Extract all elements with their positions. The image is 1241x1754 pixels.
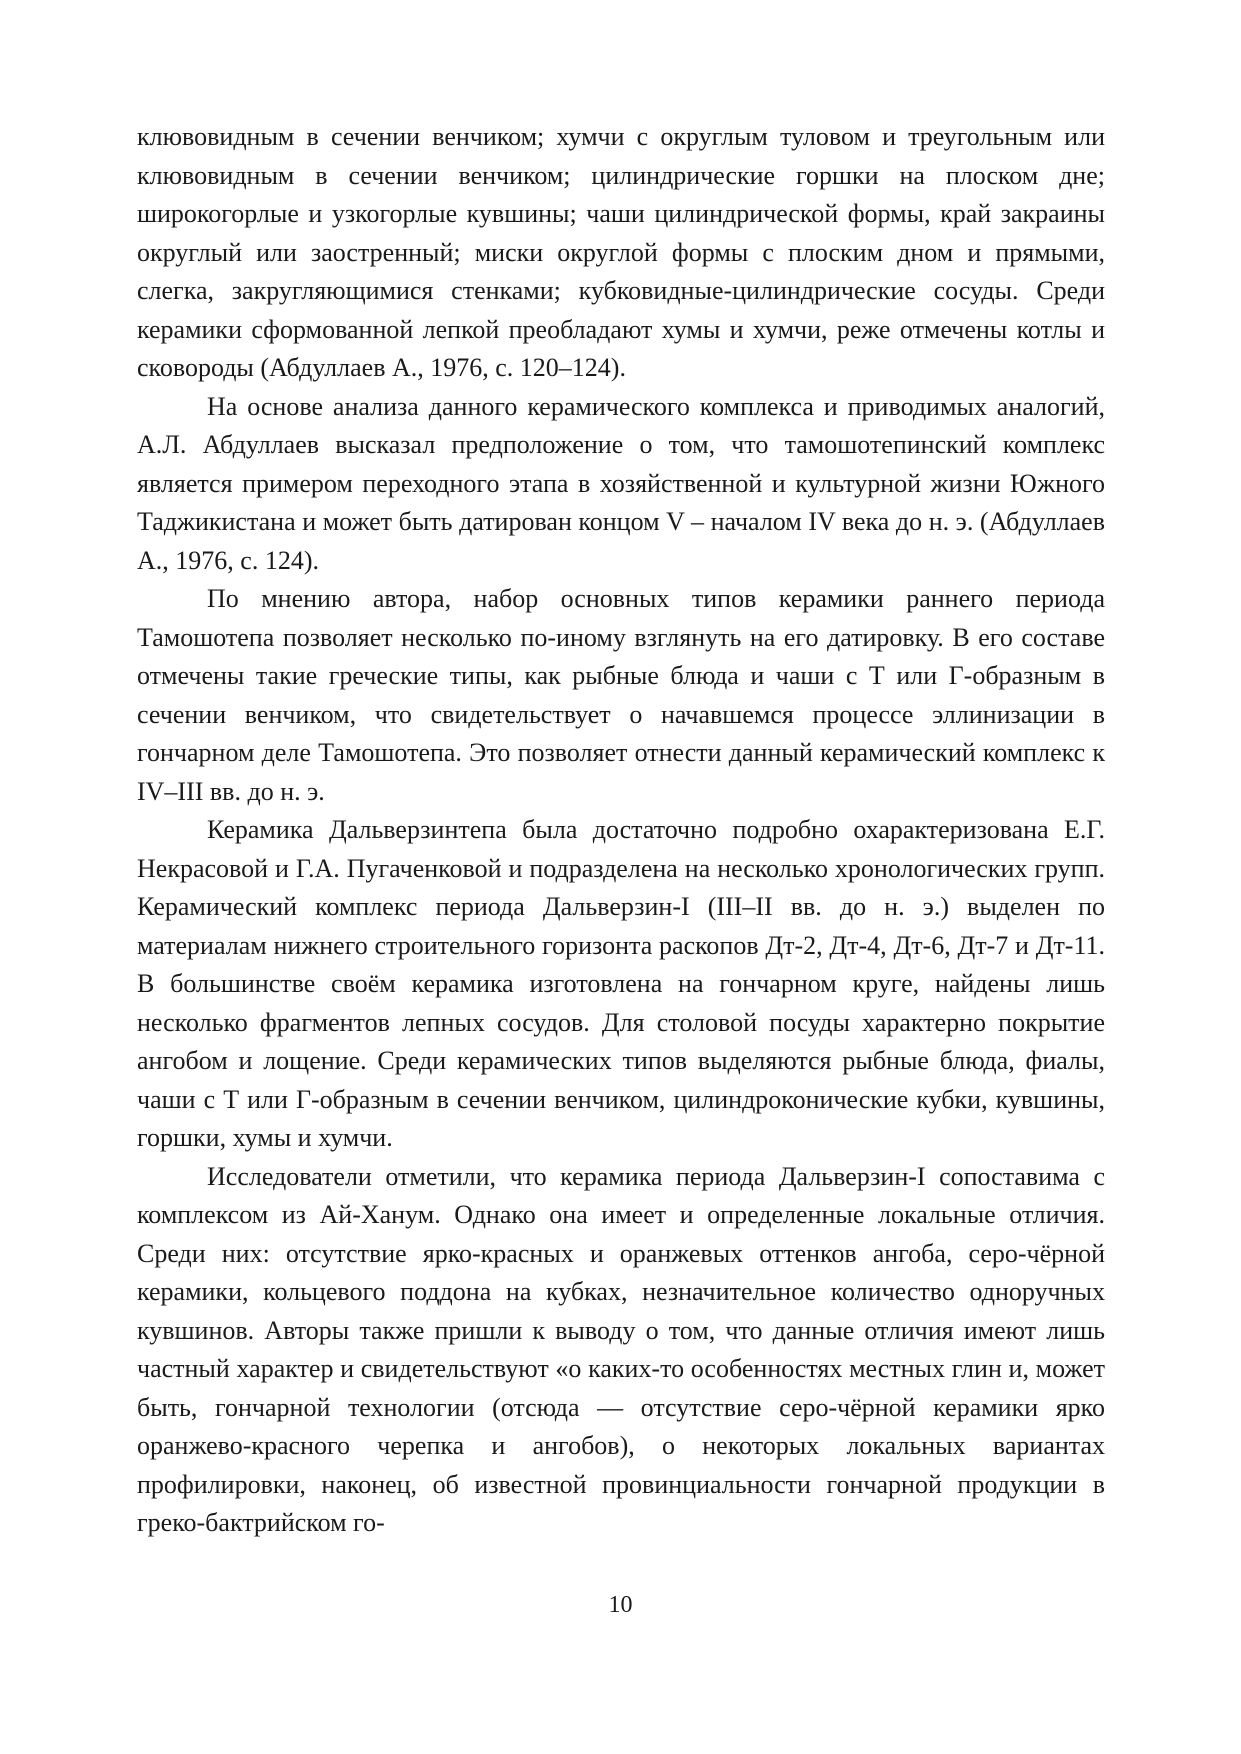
paragraph-dalverzintepa-ceramics: Керамика Дальверзинтепа была достаточно подробно охарактеризована Е.Г. Некрасовой и Г.А. Пугаченковой и подразделена на несколько хронологических групп. Керамический комплекс периода Дальверзин-I (III–II вв. до н. э.) выделен по материалам нижнего строительного горизонта раскопов Дт-2, Дт-4, Дт-6, Дт-7 и Дт-11. В большинстве своём керамика изготовлена на гончарном круге, найдены лишь несколько фрагментов лепных сосудов. Для столовой посуды характерно покрытие ангобом и лощение. Среди керамических типов выделяются рыбные блюда, фиалы, чаши с Т или Г-образным в сечении венчиком, цилиндроконические кубки, кувшины, горшки, хумы и хумчи. (137, 815, 1105, 1152)
page-number: 10 (608, 1592, 633, 1618)
paragraph-abdullaev-dating: На основе анализа данного керамического комплекса и приводимых аналогий, А.Л. Абдуллаев высказал предположение о том, что тамошотепинский комплекс является примером переходного этапа в хозяйственной и культурной жизни Южного Таджикистана и может быть датирован концом V – началом IV века до н. э. (Абдуллаев А., 1976, с. 124). (137, 391, 1105, 575)
paragraph-continuation: клювовидным в сечении венчиком; хумчи с округлым туловом и треугольным или клювовидным в сечении венчиком; цилиндрические горшки на плоском дне; широкогорлые и узкогорлые кувшины; чаши цилиндрической формы, край закраины округлый или заостренный; миски округлой формы с плоским дном и прямыми, слегка, закругляющимися стенками; кубковидные-цилиндрические сосуды. Среди керамики сформованной лепкой преобладают хумы и хумчи, реже отмечены котлы и сковороды (Абдуллаев А., 1976, с. 120–124). (137, 122, 1105, 382)
paragraph-author-opinion: По мнению автора, набор основных типов керамики раннего периода Тамошотепа позволяет несколько по-иному взглянуть на его датировку. В его составе отмечены такие греческие типы, как рыбные блюда и чаши с Т или Г-образным в сечении венчиком, что свидетельствует о начавшемся процессе эллинизации в гончарном деле Тамошотепа. Это позволяет отнести данный керамический комплекс к IV–III вв. до н. э. (137, 584, 1105, 806)
paragraph-researchers-notes: Исследователи отметили, что керамика периода Дальверзин-I сопоставима с комплексом из Ай-Ханум. Однако она имеет и определенные локальные отличия. Среди них: отсутствие ярко-красных и оранжевых оттенков ангоба, серо-чёрной керамики, кольцевого поддона на кубках, незначительное количество одноручных кувшинов. Авторы также пришли к выводу о том, что данные отличия имеют лишь частный характер и свидетельствуют «о каких-то особенностях местных глин и, может быть, гончарной технологии (отсюда — отсутствие серо-чёрной керамики ярко оранжево-красного черепка и ангобов), о некоторых локальных вариантах профилировки, наконец, об известной провинциальности гончарной продукции в греко-бактрийском го- (137, 1161, 1105, 1537)
body-text (137, 118, 1105, 1543)
